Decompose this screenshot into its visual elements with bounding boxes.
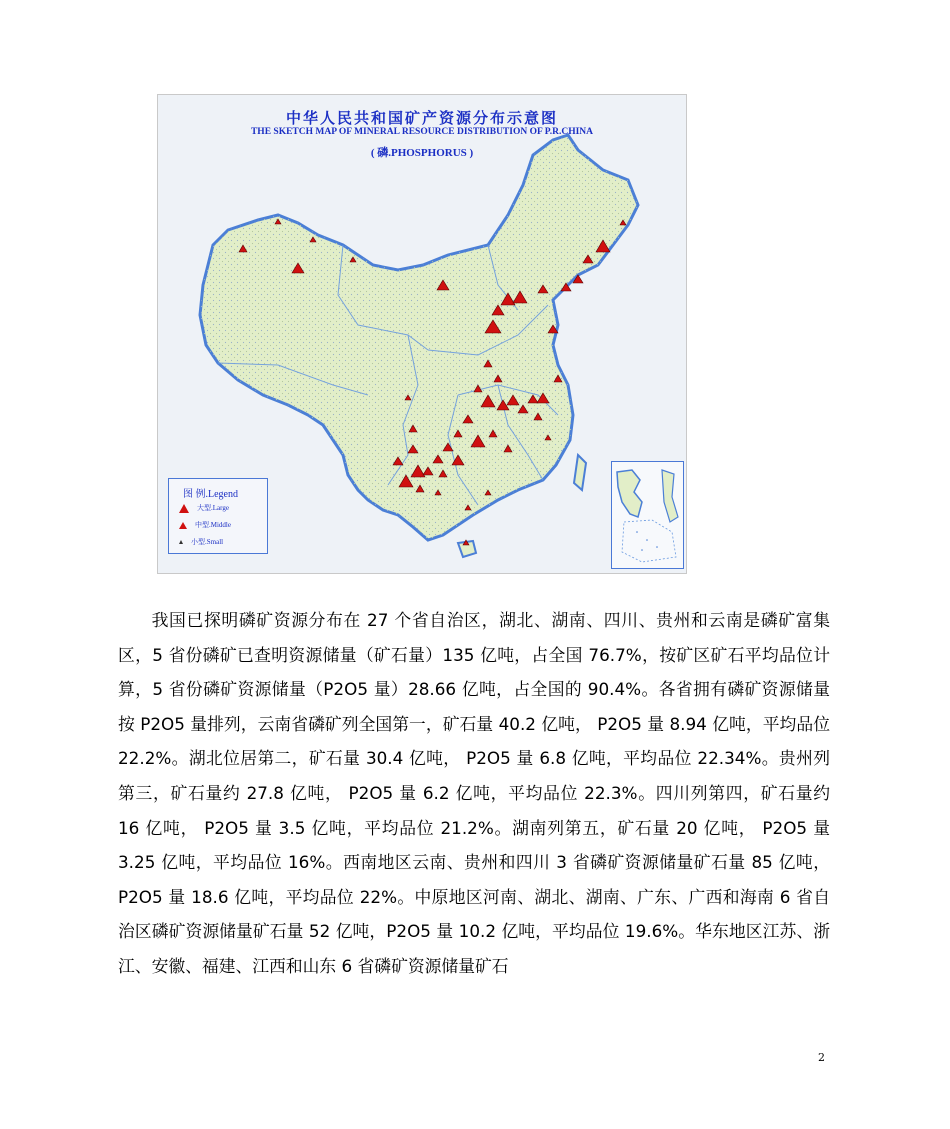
map-subtitle-phosphorus: ( 磷.PHOSPHORUS )	[370, 147, 474, 159]
page-number: 2	[818, 1051, 825, 1064]
south-china-sea-map	[612, 462, 683, 568]
phosphorus-distribution-map	[157, 94, 687, 574]
legend-item-large	[179, 503, 229, 513]
taiwan-island	[574, 455, 586, 490]
map-legend	[168, 478, 268, 554]
legend-label-large: 大型.Large	[197, 504, 229, 512]
body-paragraph: 我国已探明磷矿资源分布在 27 个省自治区，湖北、湖南、四川、贵州和云南是磷矿富集区，5 省份磷矿已查明资源储量（矿石量）135 亿吨，占全国 76.7%，按矿区矿石平均品位计算，5 省份磷矿资源储量（P2O5 量）28.66 亿吨，占全国的 90.4%。各省拥有磷矿资源储量按 P2O5 量排列，云南省磷矿列全国第一，矿石量 40.2 亿吨， P2O5 量 8.94 亿吨，平均品位 22.2%。湖北位居第二，矿石量 30.4 亿吨， P2O5 量 6.8 亿吨，平均品位 22.34%。贵州列第三，矿石量约 27.8 亿吨， P2O5 量 6.2 亿吨，平均品位 22.3%。四川列第四，矿石量约 16 亿吨， P2O5 量 3.5 亿吨，平均品位 21.2%。湖南列第五，矿石量 20 亿吨， P2O5 量 3.25 亿吨，平均品位 16%。西南地区云南、贵州和四川 3 省磷矿资源储量矿石量 85 亿吨， P2O5 量 18.6 亿吨，平均品位 22%。中原地区河南、湖北、湖南、广东、广西和海南 6 省自治区磷矿资源储量矿石量 52 亿吨，P2O5 量 10.2 亿吨，平均品位 19.6%。华东地区江苏、浙江、安徽、福建、江西和山东 6 省磷矿资源储量矿石	[118, 610, 830, 976]
legend-label-small: 小型.Small	[191, 538, 224, 546]
south-china-sea-inset	[611, 461, 684, 569]
map-title-english: THE SKETCH MAP OF MINERAL RESOURCE DISTRIBUTION OF P.R.CHINA	[250, 127, 594, 137]
large-deposit-icon	[179, 504, 189, 513]
legend-label-middle: 中型.Middle	[195, 521, 231, 529]
small-deposit-icon	[179, 540, 183, 544]
legend-item-middle	[179, 520, 231, 530]
legend-title: 图 例.Legend	[183, 489, 238, 500]
middle-deposit-icon	[179, 522, 187, 529]
legend-item-small	[179, 537, 223, 547]
map-title-chinese: 中华人民共和国矿产资源分布示意图	[285, 109, 558, 127]
